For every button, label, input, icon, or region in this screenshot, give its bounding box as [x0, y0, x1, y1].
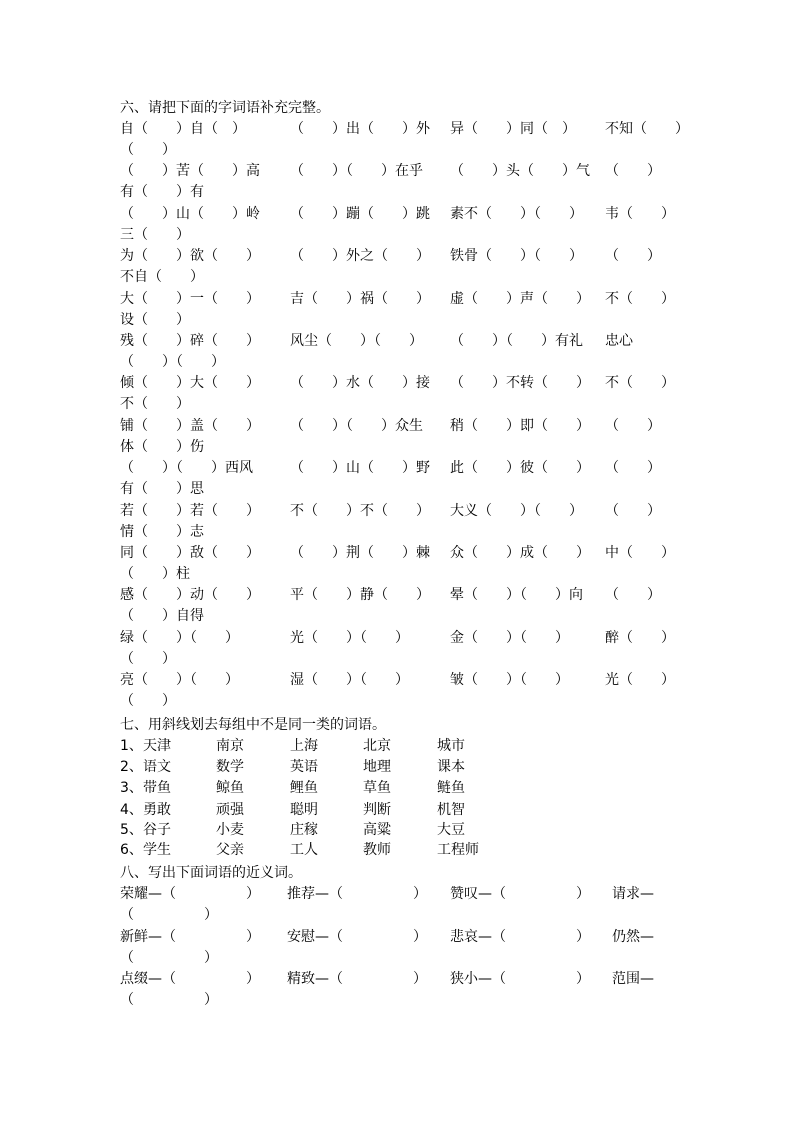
word-option[interactable]: 高粱	[363, 822, 391, 838]
word-option[interactable]: 小麦	[216, 822, 244, 838]
group-number: 6、	[120, 842, 143, 858]
section-7-title: 七、用斜线划去每组中不是同一类的词语。	[120, 717, 386, 733]
fill-in-row-continuation	[0, 140, 794, 161]
word-option[interactable]: 教师	[363, 842, 391, 858]
fill-in-row	[0, 543, 794, 564]
fill-in-item[interactable]: （ ）（ ）有礼	[450, 333, 583, 349]
synonym-row	[0, 884, 794, 905]
fill-in-row	[0, 331, 794, 352]
synonym-item[interactable]: 荣耀—（ ）	[120, 886, 260, 902]
group-number: 2、	[120, 759, 143, 775]
fill-in-row-continuation	[0, 182, 794, 203]
word-group-row	[0, 820, 794, 841]
fill-in-item[interactable]: （ ）水（ ）接	[290, 375, 430, 392]
fill-in-item[interactable]: 不知（ ）	[605, 121, 689, 137]
fill-in-item[interactable]: （ ）（ ）西风	[120, 460, 253, 477]
fill-in-row	[0, 458, 794, 479]
synonym-item[interactable]: 仍然—	[612, 928, 654, 945]
fill-in-item[interactable]: 同（ ）敌（ ）	[120, 545, 260, 561]
fill-in-row	[0, 289, 794, 310]
fill-in-row-continuation	[0, 267, 794, 288]
word-option[interactable]: 学生	[143, 842, 171, 858]
fill-in-item[interactable]: 稍（ ）即（ ）	[450, 417, 590, 434]
word-option[interactable]: 父亲	[216, 842, 244, 858]
synonym-item[interactable]: 推荐—（ ）	[287, 886, 427, 902]
fill-in-item[interactable]: 虚（ ）声（ ）	[450, 290, 590, 307]
fill-in-item[interactable]: 若（ ）若（ ）	[120, 502, 260, 519]
fill-in-item[interactable]: 铺（ ）盖（ ）	[120, 417, 260, 434]
fill-in-item-continuation[interactable]: 有（ ）思	[120, 481, 204, 498]
word-option[interactable]: 鲸鱼	[216, 780, 244, 796]
word-group-row	[0, 778, 794, 799]
fill-in-item-continuation[interactable]: （ ）	[120, 142, 176, 158]
word-option[interactable]: 北京	[363, 738, 391, 754]
word-group-row	[0, 736, 794, 757]
fill-in-item[interactable]: （ ）	[605, 163, 661, 180]
word-option[interactable]: 草鱼	[363, 780, 391, 796]
synonym-row-continuation	[0, 990, 794, 1011]
synonym-item[interactable]: 请求—	[612, 886, 654, 902]
fill-in-item-continuation[interactable]: （ ）	[120, 650, 176, 667]
group-number: 4、	[120, 802, 143, 818]
word-option[interactable]: 数学	[216, 759, 244, 775]
fill-in-item[interactable]: 中（ ）	[605, 545, 675, 561]
fill-in-row-continuation	[0, 479, 794, 500]
fill-in-item-continuation[interactable]: （ ）柱	[120, 566, 190, 582]
fill-in-row	[0, 585, 794, 606]
synonym-item[interactable]: 安慰—（ ）	[287, 928, 427, 945]
fill-in-item[interactable]: 为（ ）欲（ ）	[120, 248, 260, 265]
synonym-item[interactable]: 悲哀—（ ）	[450, 928, 590, 945]
fill-in-row	[0, 119, 794, 140]
word-option[interactable]: 顽强	[216, 802, 244, 818]
fill-in-item-continuation[interactable]: 三（ ）	[120, 226, 190, 243]
fill-in-row	[0, 373, 794, 394]
fill-in-row-continuation	[0, 225, 794, 246]
fill-in-item-continuation[interactable]: 不（ ）	[120, 396, 190, 413]
fill-in-item-continuation[interactable]: （ ）	[120, 693, 176, 710]
word-option[interactable]: 地理	[363, 759, 391, 775]
fill-in-item[interactable]: 光（ ）	[605, 672, 675, 689]
fill-in-item[interactable]: 大（ ）一（ ）	[120, 290, 260, 307]
fill-in-item[interactable]: （ ）出（ ）外	[290, 121, 430, 137]
fill-in-row-continuation	[0, 352, 794, 373]
fill-in-item-continuation[interactable]: 体（ ）伤	[120, 438, 204, 455]
fill-in-row-continuation	[0, 522, 794, 543]
word-option[interactable]: 天津	[143, 738, 171, 754]
fill-in-item-continuation[interactable]: 设（ ）	[120, 311, 190, 328]
synonym-answer-blank[interactable]: （ ）	[120, 992, 218, 1008]
fill-in-item[interactable]: 湿（ ）（ ）	[290, 672, 409, 689]
fill-in-row-continuation	[0, 564, 794, 585]
word-option[interactable]: 语文	[143, 759, 171, 775]
word-group-row	[0, 757, 794, 778]
synonym-row-continuation	[0, 948, 794, 969]
fill-in-row	[0, 204, 794, 225]
fill-in-row	[0, 161, 794, 182]
fill-in-row	[0, 628, 794, 649]
fill-in-item[interactable]: 自（ ）自（ ）	[120, 121, 246, 137]
group-number: 5、	[120, 822, 143, 838]
fill-in-item[interactable]: 不（ ）不（ ）	[290, 502, 430, 519]
word-option[interactable]: 鲢鱼	[437, 780, 465, 796]
word-option[interactable]: 判断	[363, 802, 391, 818]
word-option[interactable]: 课本	[437, 759, 465, 775]
fill-in-item[interactable]: 异（ ）同（ ）	[450, 121, 576, 137]
synonym-item[interactable]: 精致—（ ）	[287, 971, 427, 987]
fill-in-item-continuation[interactable]: 不自（ ）	[120, 269, 204, 286]
fill-in-row-continuation	[0, 394, 794, 415]
fill-in-item-continuation[interactable]: （ ）自得	[120, 608, 204, 625]
fill-in-item[interactable]: （ ）	[605, 248, 661, 265]
word-option[interactable]: 带鱼	[143, 780, 171, 796]
section-8-title: 八、写出下面词语的近义词。	[120, 865, 302, 881]
fill-in-item[interactable]: 不（ ）	[605, 375, 675, 392]
fill-in-item[interactable]: （ ）头（ ）气	[450, 163, 590, 180]
fill-in-item[interactable]: （ ）	[605, 417, 661, 434]
fill-in-item[interactable]: （ ）（ ）众生	[290, 417, 423, 434]
synonym-item[interactable]: 狭小—（ ）	[450, 971, 590, 987]
fill-in-item[interactable]: （ ）不转（ ）	[450, 375, 590, 392]
synonym-item[interactable]: 赞叹—（ ）	[450, 886, 590, 902]
fill-in-row-continuation	[0, 691, 794, 712]
fill-in-item[interactable]: 醉（ ）	[605, 629, 675, 646]
synonym-item[interactable]: 点缀—（ ）	[120, 971, 260, 987]
group-number: 1、	[120, 738, 143, 754]
fill-in-row	[0, 246, 794, 267]
synonym-item[interactable]: 新鲜—（ ）	[120, 928, 260, 945]
fill-in-item[interactable]: 素不（ ）（ ）	[450, 205, 583, 222]
fill-in-row	[0, 501, 794, 522]
synonym-row	[0, 927, 794, 948]
section-6-title: 六、请把下面的字词语补充完整。	[120, 100, 330, 116]
synonym-row-continuation	[0, 905, 794, 926]
fill-in-row	[0, 670, 794, 691]
fill-in-item[interactable]: 亮（ ）（ ）	[120, 672, 239, 689]
fill-in-item[interactable]: 吉（ ）祸（ ）	[290, 290, 430, 307]
fill-in-row-continuation	[0, 437, 794, 458]
word-option[interactable]: 工程师	[437, 842, 479, 858]
fill-in-item[interactable]: 铁骨（ ）（ ）	[450, 248, 583, 265]
word-option[interactable]: 大豆	[437, 822, 465, 838]
fill-in-item-continuation[interactable]: 有（ ）有	[120, 184, 204, 201]
word-group-row	[0, 840, 794, 861]
word-option[interactable]: 工人	[290, 842, 318, 858]
fill-in-item[interactable]: （ ）	[605, 502, 661, 519]
fill-in-item[interactable]: （ ）	[605, 460, 661, 477]
fill-in-item-continuation[interactable]: （ ）（ ）	[120, 354, 225, 370]
fill-in-item[interactable]: （ ）荆（ ）棘	[290, 545, 430, 561]
synonym-answer-blank[interactable]: （ ）	[120, 949, 218, 966]
fill-in-item-continuation[interactable]: 情（ ）志	[120, 523, 204, 540]
fill-in-item[interactable]: （ ）山（ ）野	[290, 460, 430, 477]
word-option[interactable]: 谷子	[143, 822, 171, 838]
fill-in-row-continuation	[0, 606, 794, 627]
word-option[interactable]: 英语	[290, 759, 318, 775]
fill-in-item[interactable]: 不（ ）	[605, 290, 675, 307]
fill-in-item[interactable]: （ ）山（ ）岭	[120, 205, 260, 222]
fill-in-item[interactable]: （ ）	[605, 587, 661, 604]
word-option[interactable]: 鲤鱼	[290, 780, 318, 796]
word-option[interactable]: 城市	[437, 738, 465, 754]
synonym-item[interactable]: 范围—	[612, 971, 654, 987]
fill-in-item[interactable]: 晕（ ）（ ）向	[450, 587, 583, 604]
fill-in-item[interactable]: 忠心	[605, 333, 633, 349]
word-option[interactable]: 上海	[290, 738, 318, 754]
word-option[interactable]: 勇敢	[143, 802, 171, 818]
word-group-row	[0, 800, 794, 821]
group-number: 3、	[120, 780, 143, 796]
word-option[interactable]: 聪明	[290, 802, 318, 818]
fill-in-item[interactable]: 平（ ）静（ ）	[290, 587, 430, 604]
fill-in-row	[0, 416, 794, 437]
fill-in-item[interactable]: （ ）蹦（ ）跳	[290, 205, 430, 222]
fill-in-item[interactable]: 倾（ ）大（ ）	[120, 375, 260, 392]
fill-in-item[interactable]: 绿（ ）（ ）	[120, 629, 239, 646]
fill-in-item[interactable]: 金（ ）（ ）	[450, 629, 569, 646]
fill-in-item[interactable]: 感（ ）动（ ）	[120, 587, 260, 604]
fill-in-item[interactable]: 大义（ ）（ ）	[450, 502, 583, 519]
fill-in-row-continuation	[0, 310, 794, 331]
fill-in-item[interactable]: （ ）苦（ ）高	[120, 163, 260, 180]
fill-in-item[interactable]: 韦（ ）	[605, 205, 675, 222]
fill-in-item[interactable]: （ ）外之（ ）	[290, 248, 430, 265]
word-option[interactable]: 南京	[216, 738, 244, 754]
fill-in-item[interactable]: 残（ ）碎（ ）	[120, 333, 260, 349]
word-option[interactable]: 庄稼	[290, 822, 318, 838]
fill-in-item[interactable]: （ ）（ ）在乎	[290, 163, 423, 180]
synonym-answer-blank[interactable]: （ ）	[120, 907, 218, 923]
fill-in-item[interactable]: 此（ ）彼（ ）	[450, 460, 590, 477]
fill-in-item[interactable]: 皱（ ）（ ）	[450, 672, 569, 689]
fill-in-item[interactable]: 风尘（ ）（ ）	[290, 333, 423, 349]
fill-in-item[interactable]: 众（ ）成（ ）	[450, 545, 590, 561]
fill-in-item[interactable]: 光（ ）（ ）	[290, 629, 409, 646]
fill-in-row-continuation	[0, 649, 794, 670]
word-option[interactable]: 机智	[437, 802, 465, 818]
synonym-row	[0, 969, 794, 990]
